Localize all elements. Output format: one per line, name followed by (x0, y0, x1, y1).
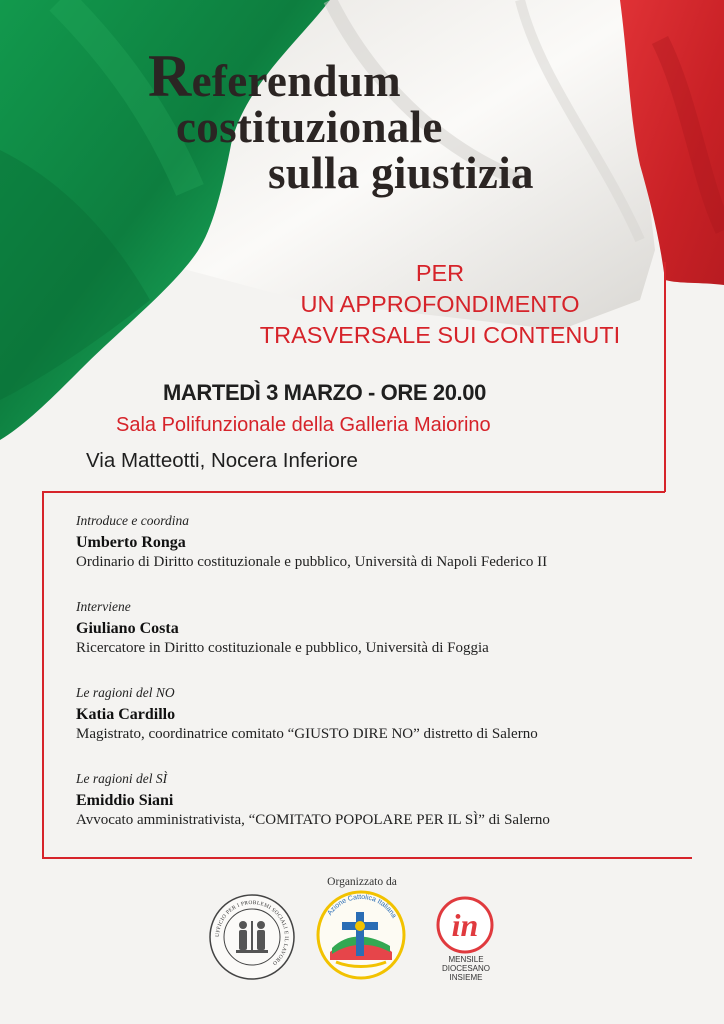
subtitle-line-2: UN APPROFONDIMENTO (300, 291, 580, 318)
insieme-mark: in (451, 907, 479, 943)
diocesan-seal-icon (208, 893, 296, 981)
frame-rule-right-upper (664, 262, 666, 492)
seal-ring-text: UFFICIO PER I PROBLEMI SOCIALI E IL LAVORO (214, 899, 290, 967)
frame-rule-left (42, 491, 44, 858)
speaker-name: Umberto Ronga (76, 534, 186, 551)
speakers-list (76, 512, 676, 856)
speaker-affiliation: Ordinario di Diritto costituzionale e pubblico, Università di Napoli Federico II (76, 554, 548, 570)
speaker-role: Introduce e coordina (76, 513, 189, 528)
title-line-3: sulla giustizia (268, 147, 534, 198)
speaker-role: Le ragioni del NO (76, 685, 175, 700)
title-line-2: costituzionale (176, 101, 443, 152)
speaker-name: Emiddio Siani (76, 792, 174, 809)
speaker-entry (76, 598, 676, 684)
speaker-role: Le ragioni del SÌ (76, 771, 168, 786)
event-date: MARTEDÌ 3 MARZO - ORE 20.00 (163, 380, 486, 405)
speaker-affiliation: Avvocato amministrativista, “COMITATO POPOLARE PER IL SÌ” di Salerno (76, 812, 550, 828)
speaker-name: Katia Cardillo (76, 706, 176, 723)
organizers-label: Organizzato da (327, 876, 397, 888)
poster-title (148, 43, 618, 198)
speaker-name: Giuliano Costa (76, 620, 179, 637)
insieme-caption-line-1: MENSILE DIOCESANO (441, 955, 490, 973)
insieme-caption (424, 955, 508, 982)
event-venue: Sala Polifunzionale della Galleria Maiorino (116, 414, 491, 436)
title-line-1 (148, 43, 618, 109)
insieme-logo-icon (432, 895, 498, 955)
subtitle-line-3: TRASVERSALE SUI CONTENUTI (259, 322, 621, 349)
speaker-role: Interviene (76, 599, 131, 614)
speaker-entry (76, 512, 676, 598)
speaker-entry (76, 684, 676, 770)
subtitle (220, 258, 660, 351)
title-line-1-rest: eferendum (191, 56, 401, 106)
frame-rule-middle (42, 491, 665, 493)
speaker-entry (76, 770, 676, 856)
speaker-affiliation: Ricercatore in Diritto costituzionale e pubblico, Università di Foggia (76, 640, 489, 656)
speaker-affiliation: Magistrato, coordinatrice comitato “GIUSTO DIRE NO” distretto di Salerno (76, 726, 538, 742)
ac-ring-text: Azione Cattolica Italiana (326, 893, 398, 920)
insieme-caption-line-2: INSIEME (449, 973, 483, 982)
event-address: Via Matteotti, Nocera Inferiore (86, 449, 358, 472)
azione-cattolica-logo-icon (316, 890, 406, 980)
subtitle-line-1: PER (415, 260, 465, 286)
title-initial: R (148, 43, 192, 109)
frame-rule-bottom (42, 857, 692, 859)
